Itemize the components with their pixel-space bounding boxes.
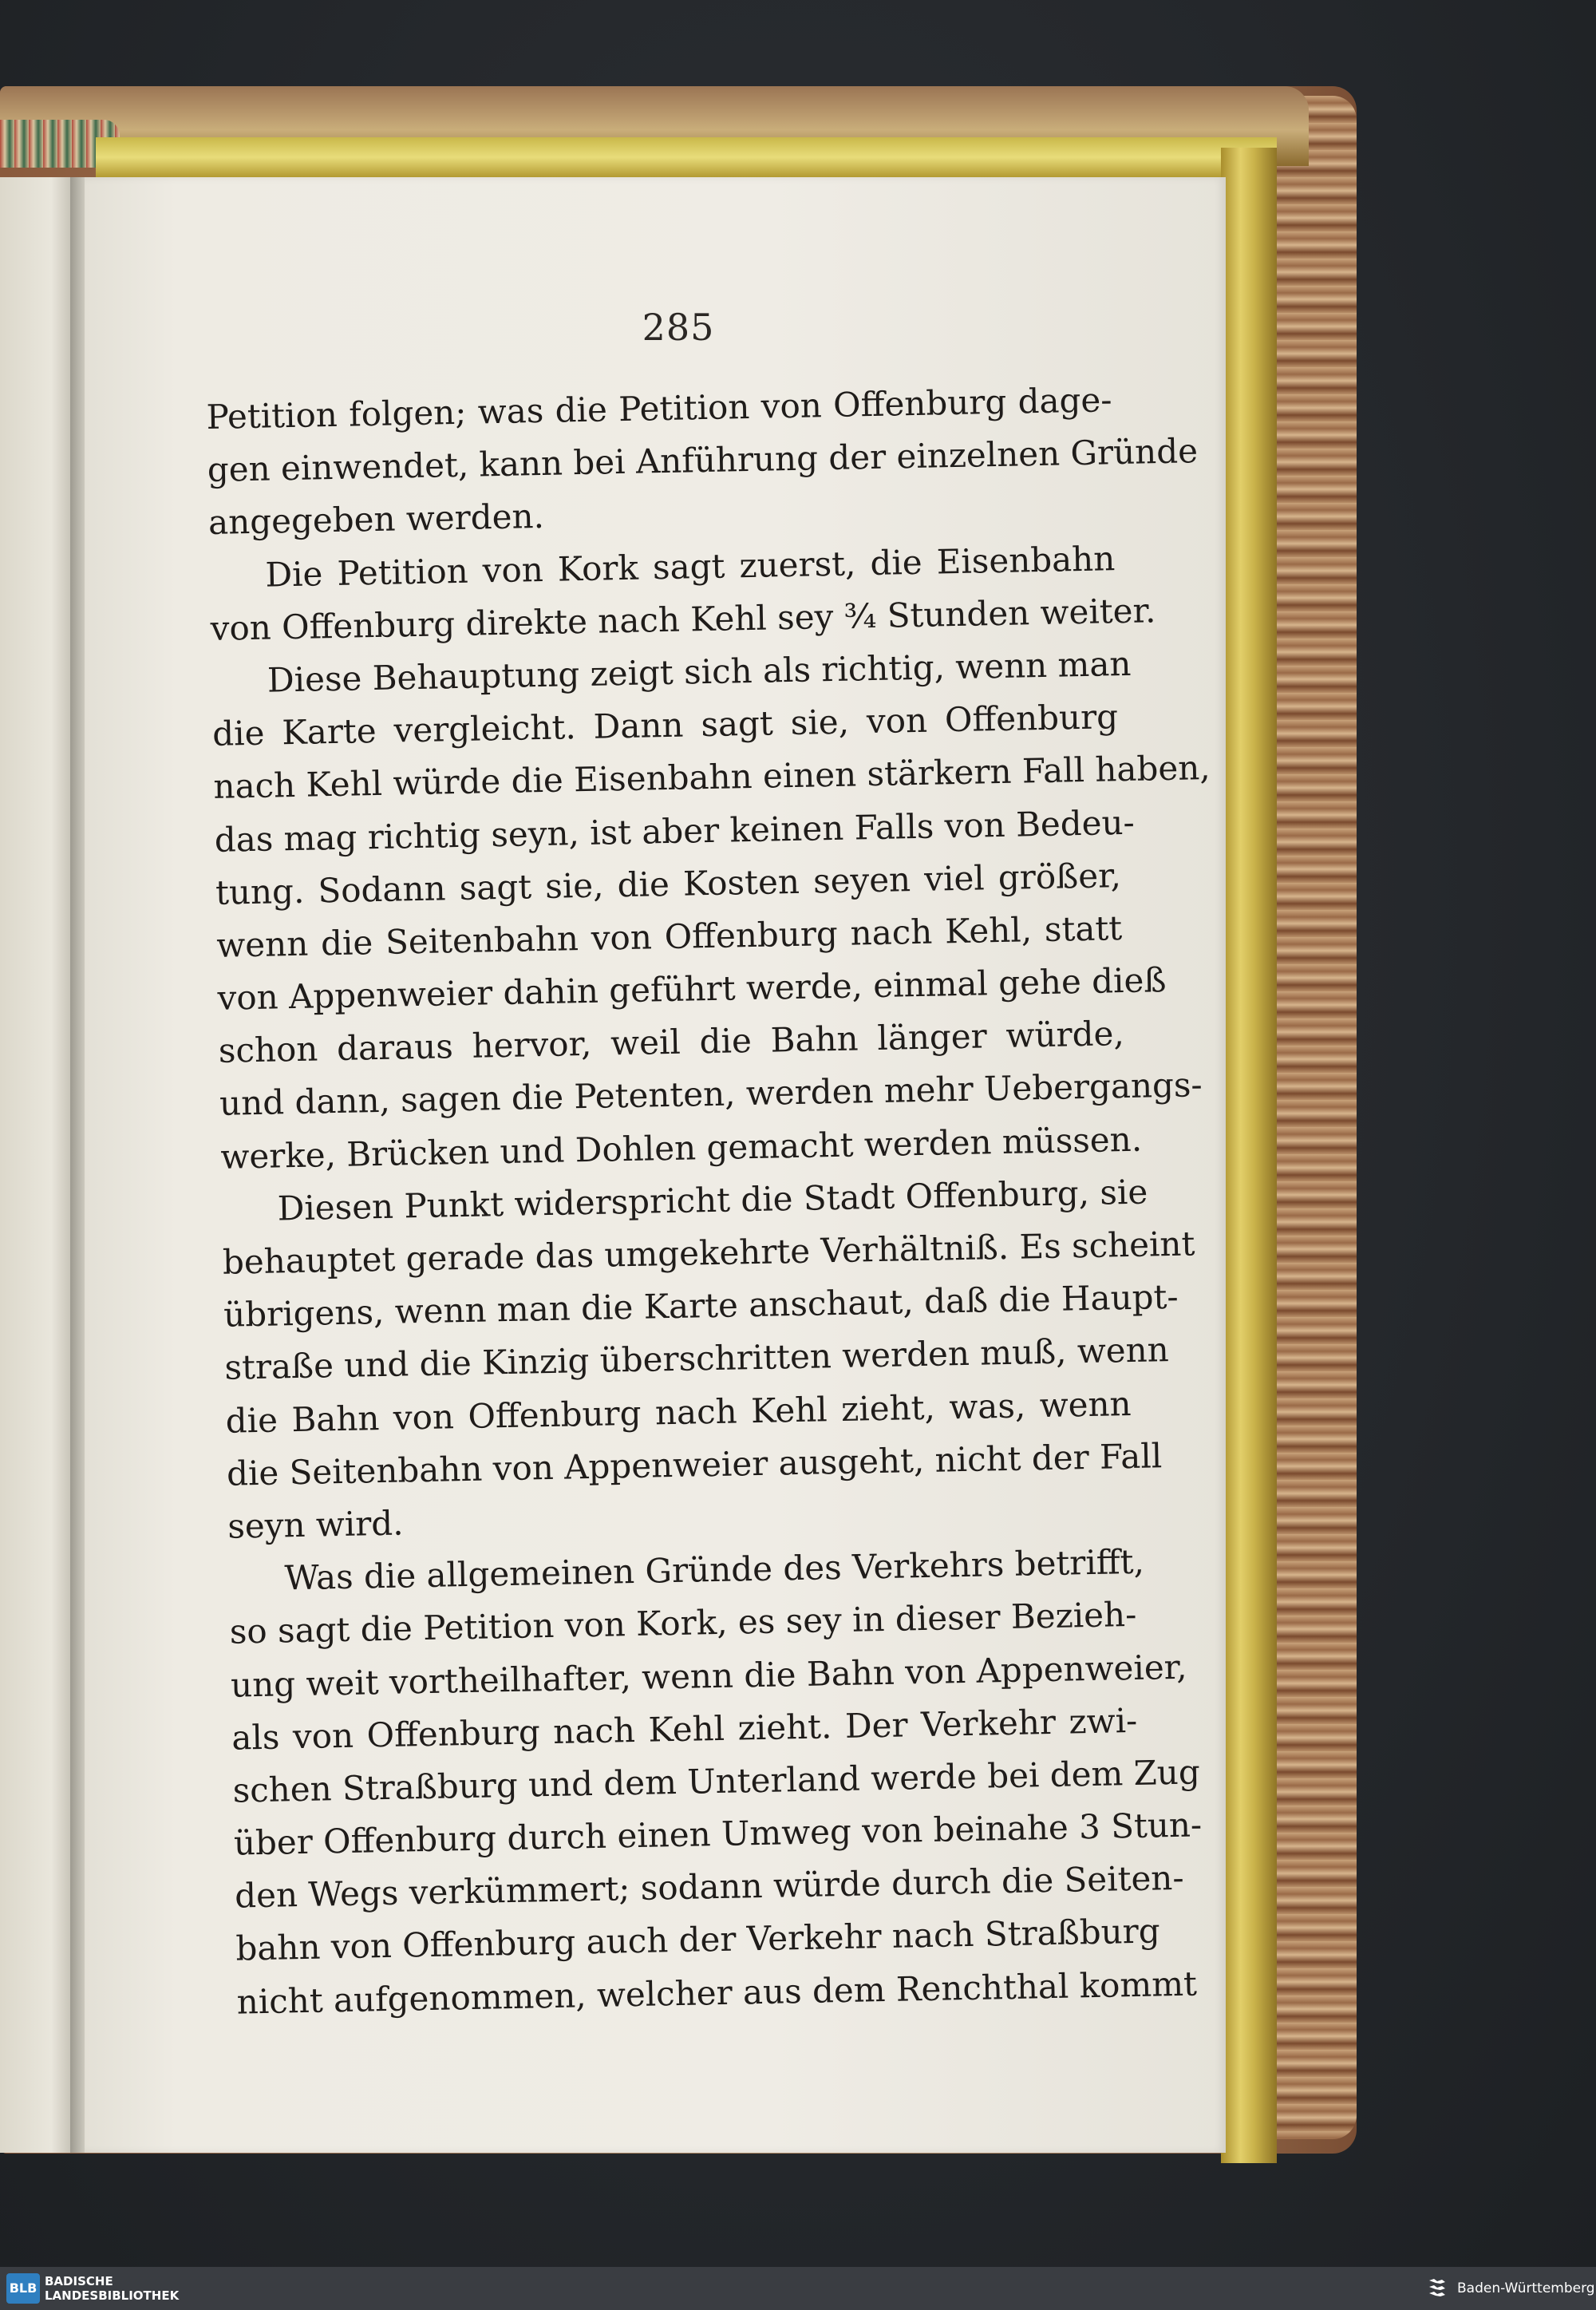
text-line: wenn die Seitenbahn von Offenburg nach Kehl, statt xyxy=(215,908,1123,965)
footer-bar xyxy=(0,2267,1596,2310)
page-text xyxy=(206,374,1211,2028)
gilt-top-edge xyxy=(96,137,1277,177)
text-line: bahn von Offenburg auch der Verkehr nach Straßburg xyxy=(235,1911,1161,1969)
text-line: als von Offenburg nach Kehl zieht. Der Verkehr zwi- xyxy=(231,1700,1138,1758)
text-line: und dann, sagen die Petenten, werden mehr Uebergangs- xyxy=(219,1065,1203,1124)
page-number: 285 xyxy=(642,306,715,349)
baden-wuerttemberg-label: Baden-Württemberg xyxy=(1457,2280,1595,2296)
text-line: Die Petition von Kork sagt zuerst, die Eisenbahn xyxy=(264,538,1116,595)
text-line: werke, Brücken und Dohlen gemacht werden müssen. xyxy=(219,1119,1143,1177)
text-line: nicht aufgenommen, welcher aus dem Renchthal kommt xyxy=(236,1964,1198,2022)
text-line: die Karte vergleicht. Dann sagt sie, von Offenburg xyxy=(211,697,1119,754)
library-name xyxy=(45,2274,179,2303)
text-line: tung. Sodann sagt sie, die Kosten seyen viel größer, xyxy=(215,855,1122,912)
text-line: Diese Behauptung zeigt sich als richtig, wenn man xyxy=(267,643,1132,700)
text-line: Petition folgen; was die Petition von Offenburg dage- xyxy=(206,380,1112,437)
text-line: gen einwendet, kann bei Anführung der einzelnen Gründe xyxy=(207,431,1199,490)
text-line: Diesen Punkt widerspricht die Stadt Offenburg, sie xyxy=(277,1172,1148,1228)
gilt-fore-edge xyxy=(1221,148,1277,2163)
text-line: ung weit vortheilhafter, wenn die Bahn von Appenweier, xyxy=(230,1647,1187,1705)
text-line: schen Straßburg und dem Unterland werde bei dem Zug xyxy=(232,1752,1201,1810)
text-line: übrigens, wenn man die Karte anschaut, daß die Haupt- xyxy=(223,1277,1179,1335)
text-line: das mag richtig seyn, ist aber keinen Falls von Bedeu- xyxy=(214,802,1136,860)
text-line: die Bahn von Offenburg nach Kehl zieht, was, wenn xyxy=(225,1383,1132,1441)
library-name-line1: BADISCHE xyxy=(45,2274,113,2288)
text-line: die Seitenbahn von Appenweier ausgeht, nicht der Fall xyxy=(226,1435,1163,1493)
baden-wuerttemberg-lions-icon xyxy=(1427,2276,1451,2300)
text-line: den Wegs verkümmert; sodann würde durch die Seiten- xyxy=(234,1858,1184,1916)
library-name-line2: LANDESBIBLIOTHEK xyxy=(45,2288,180,2303)
text-line: von Appenweier dahin geführt werde, einmal gehe dieß xyxy=(217,960,1167,1018)
blb-logo: BLB xyxy=(6,2273,40,2304)
text-line: nach Kehl würde die Eisenbahn einen stärkern Fall haben, xyxy=(213,748,1211,807)
text-line: von Offenburg direkte nach Kehl sey ¾ Stunden weiter. xyxy=(210,590,1156,648)
text-line: straße und die Kinzig überschritten werden muß, wenn xyxy=(224,1330,1170,1388)
text-line: so sagt die Petition von Kork, es sey in dieser Bezieh- xyxy=(229,1595,1137,1652)
text-line: über Offenburg durch einen Umweg von beinahe 3 Stun- xyxy=(233,1805,1203,1863)
text-line: seyn wird. xyxy=(227,1503,404,1546)
text-line: Was die allgemeinen Gründe des Verkehrs betrifft, xyxy=(284,1541,1145,1598)
text-line: angegeben werden. xyxy=(207,496,545,543)
left-page-sliver xyxy=(0,177,73,2153)
text-line: behauptet gerade das umgekehrte Verhältniß. Es scheint xyxy=(222,1224,1195,1282)
text-line: schon daraus hervor, weil die Bahn länger würde, xyxy=(218,1014,1125,1071)
